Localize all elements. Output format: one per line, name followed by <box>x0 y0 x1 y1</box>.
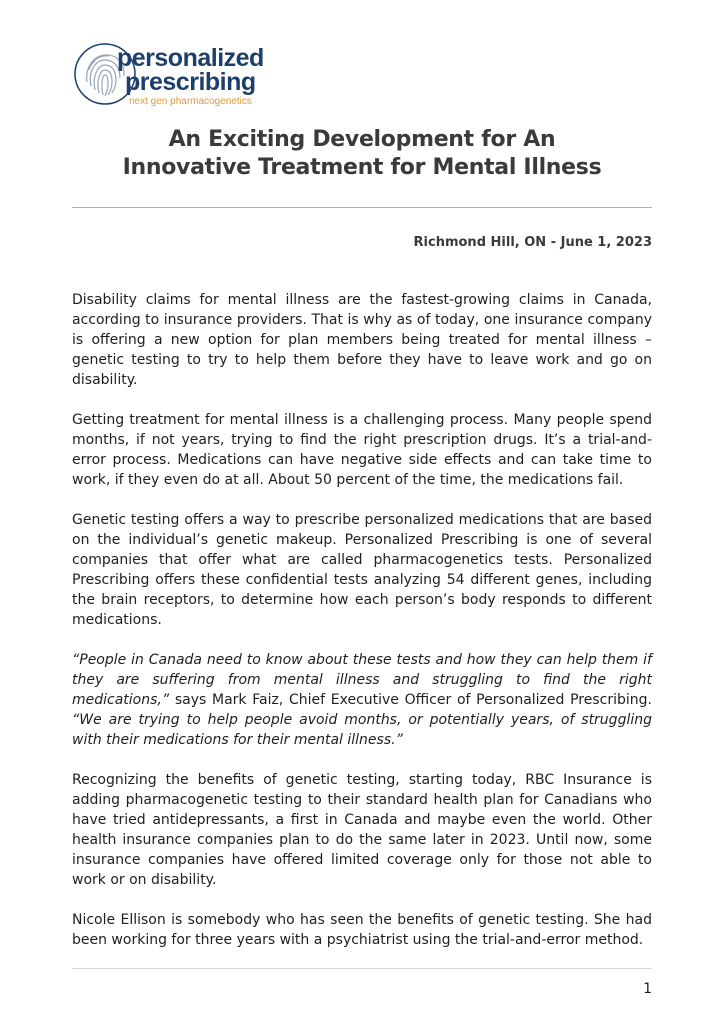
logo-tagline: next gen pharmacogenetics <box>129 96 252 107</box>
article-body <box>72 290 652 970</box>
logo-word-prescribing: prescribing <box>125 68 256 96</box>
company-logo <box>73 38 273 110</box>
paragraph-2: Getting treatment for mental illness is a challenging process. Many people spend months, if not years, trying to find the right prescription drugs. It’s a trial-and-error process. Medications can have negative side effects and can take time to work, if they even do at all. About 50 percent of the time, the medications fail. <box>72 412 652 488</box>
ceo-quote-2: “We are trying to help people avoid months, or potentially years, of struggling with their medications for their mental illness.” <box>72 712 652 748</box>
logo-word-personalized: personalized <box>117 44 264 72</box>
paragraph-3: Genetic testing offers a way to prescribe personalized medications that are based on the individual’s genetic makeup. Personalized Prescribing is one of several companies that offer what are called pharmacogenetics tests. Personalized Prescribing offers these confidential tests analyzing 54 different genes, including the brain receptors, to determine how each person’s body responds to different medications. <box>72 512 652 628</box>
paragraph-6: Nicole Ellison is somebody who has seen the benefits of genetic testing. She had been working for three years with a psychiatrist using the trial-and-error method. <box>72 912 652 948</box>
ceo-quote-1: “People in Canada need to know about these tests and how they can help them if they are suffering from mental illness and struggling to find the right medications,” <box>72 652 652 708</box>
paragraph-4-quote <box>72 650 652 750</box>
quote-attribution: says Mark Faiz, Chief Executive Officer of Personalized Prescribing. <box>169 692 652 708</box>
page-title <box>72 126 652 182</box>
header-divider <box>72 207 652 208</box>
title-line-2: Innovative Treatment for Mental Illness <box>122 155 602 180</box>
title-line-1: An Exciting Development for An <box>168 127 556 152</box>
paragraph-1: Disability claims for mental illness are the fastest-growing claims in Canada, according to insurance providers. That is why as of today, one insurance company is offering a new option for plan members being treated for mental illness – genetic testing to try to help them before they have to leave work and go on disability. <box>72 292 652 388</box>
page-number: 1 <box>643 981 652 997</box>
footer-divider <box>72 968 652 969</box>
paragraph-5: Recognizing the benefits of genetic testing, starting today, RBC Insurance is adding pharmacogenetic testing to their standard health plan for Canadians who have tried antidepressants, a first in Canada and maybe even the world. Other health insurance companies plan to do the same later in 2023. Until now, some insurance companies have offered limited coverage only for those not able to work or on disability. <box>72 772 652 888</box>
dateline: Richmond Hill, ON - June 1, 2023 <box>413 235 652 250</box>
